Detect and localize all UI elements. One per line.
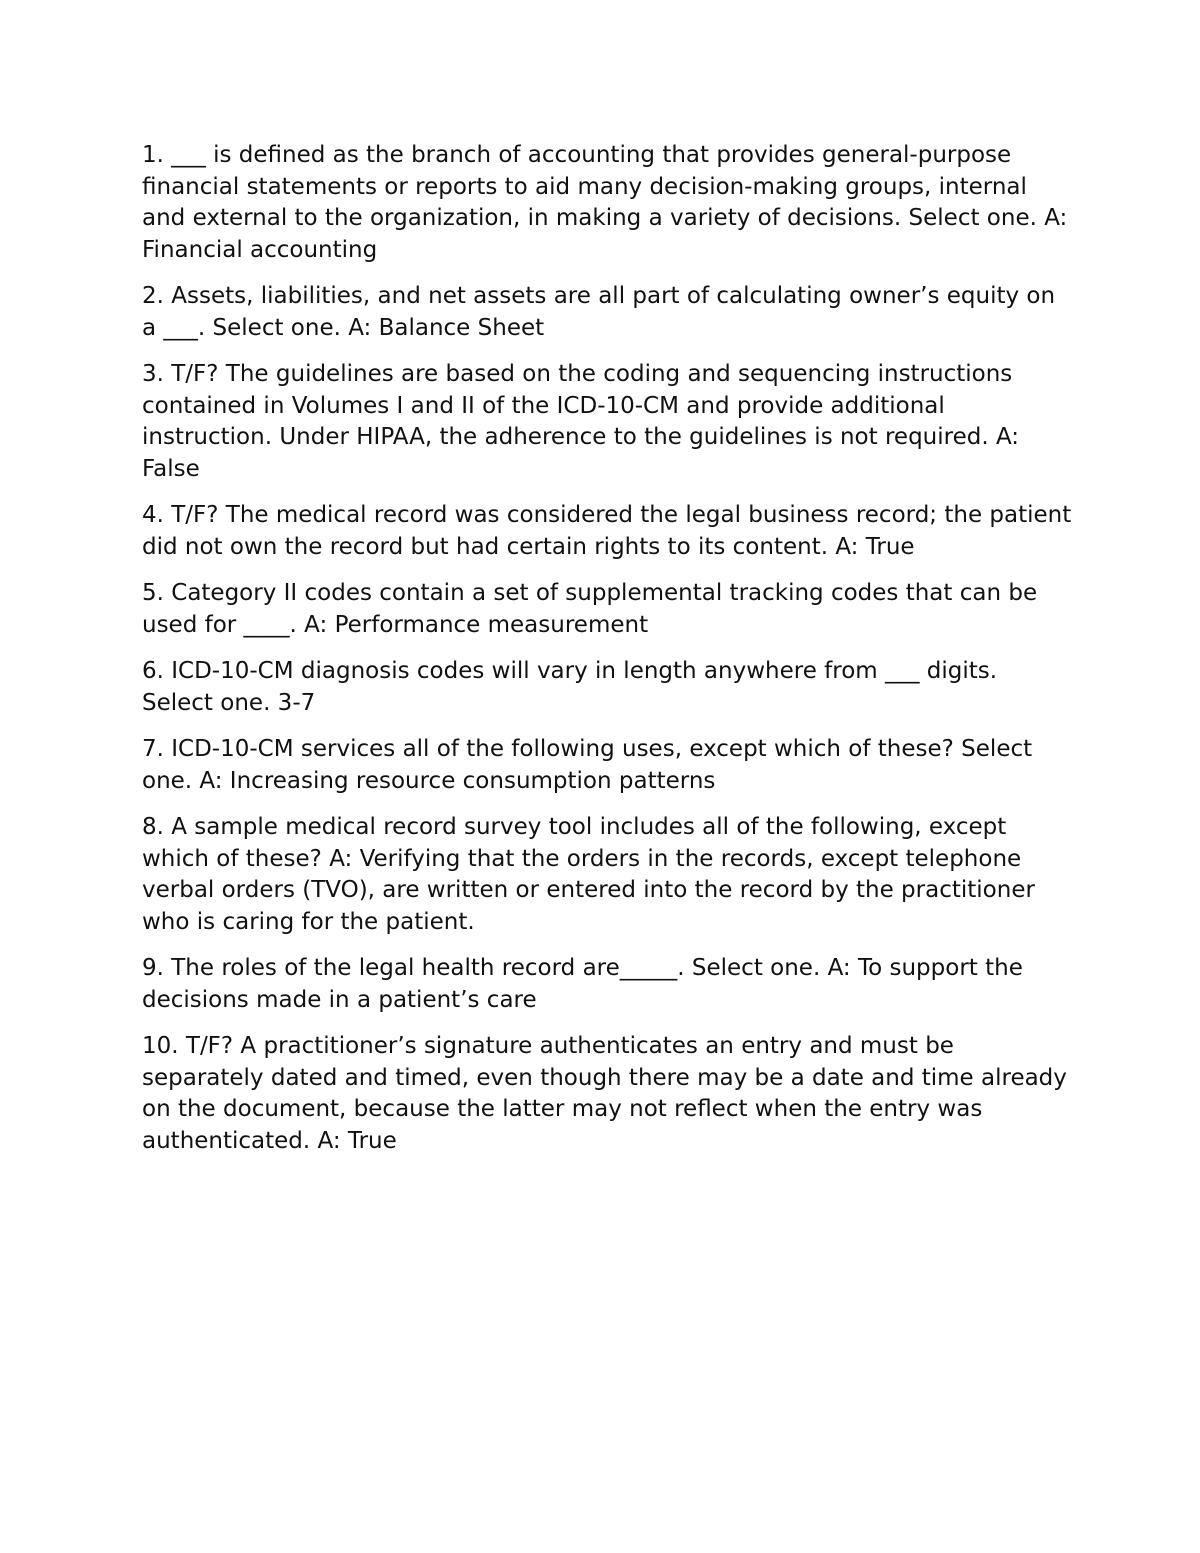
- question-5: 5. Category II codes contain a set of supplemental tracking codes that can be used for ____. A: Performance measurement: [142, 580, 1038, 638]
- question-list: [142, 140, 1072, 1172]
- question-6: 6. ICD-10-CM diagnosis codes will vary in length anywhere from ___ digits. Select one. 3-7: [142, 658, 998, 716]
- question-7: 7. ICD-10-CM services all of the following uses, except which of these? Select one. A: Increasing resource consumption patterns: [142, 736, 1033, 794]
- question-1: 1. ___ is defined as the branch of accounting that provides general-purpose financial statements or reports to aid many decision-making groups, internal and external to the organization, in making a variety of decisions. Select one. A: Financial accounting: [142, 142, 1068, 263]
- question-2: 2. Assets, liabilities, and net assets are all part of calculating owner’s equity on a ___. Select one. A: Balance Sheet: [142, 283, 1056, 341]
- question-8: 8. A sample medical record survey tool includes all of the following, except which of these? A: Verifying that the orders in the records, except telephone verbal orders (TVO), are written or entered into the record by the practitioner who is caring for the patient.: [142, 814, 1035, 935]
- question-4: 4. T/F? The medical record was considered the legal business record; the patient did not own the record but had certain rights to its content. A: True: [142, 502, 1072, 560]
- question-9: 9. The roles of the legal health record are_____. Select one. A: To support the decisions made in a patient’s care: [142, 955, 1023, 1013]
- question-3: 3. T/F? The guidelines are based on the coding and sequencing instructions contained in Volumes I and II of the ICD-10-CM and provide additional instruction. Under HIPAA, the adherence to the guidelines is not required. A: False: [142, 361, 1020, 482]
- question-10: 10. T/F? A practitioner’s signature authenticates an entry and must be separately dated and timed, even though there may be a date and time already on the document, because the latter may not reflect when the entry was authenticated. A: True: [142, 1033, 1067, 1154]
